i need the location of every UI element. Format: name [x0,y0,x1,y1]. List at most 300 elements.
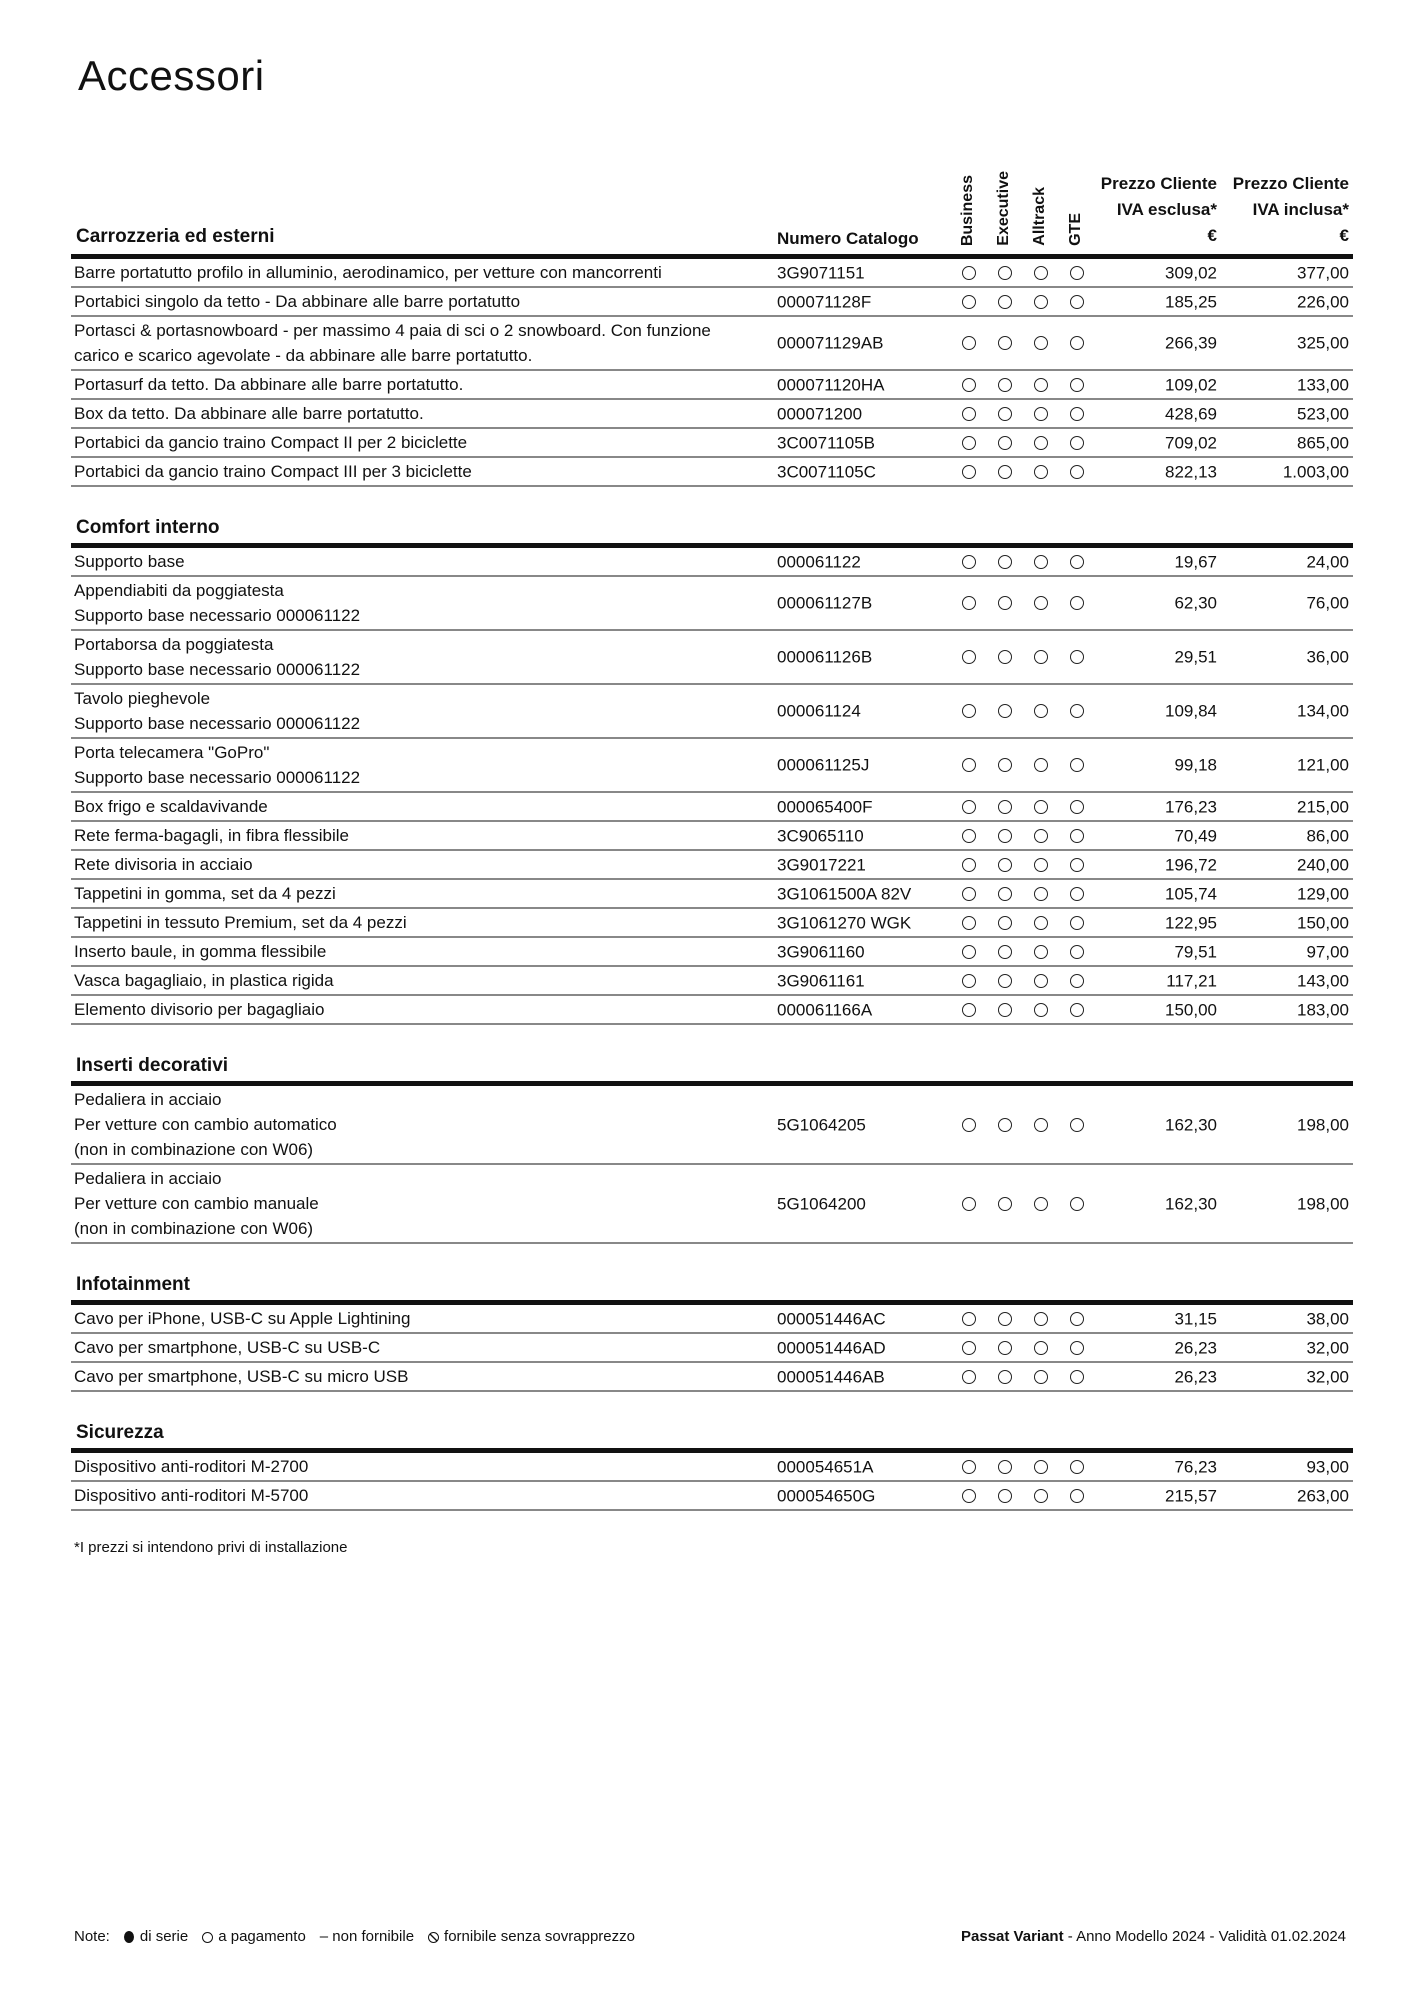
section-title: Infotainment [76,1274,190,1295]
description-line: Portabici da gancio traino Compact II per 2 biciclette [74,433,468,452]
table-row [71,259,1353,288]
optional-circle-icon [962,916,976,930]
catalog-number: 000071129AB [777,333,884,353]
version-header: Business [959,174,976,246]
price-excl-vat: 122,95 [1165,913,1217,932]
item-description [71,939,754,964]
section-header [71,505,1353,548]
price-excl-vat: 105,74 [1165,884,1217,903]
price-incl-vat: 263,00 [1297,1486,1349,1505]
section-title: Comfort interno [76,517,220,538]
description-line: Inserto baule, in gomma flessibile [74,942,327,961]
optional-circle-icon [962,704,976,718]
optional-circle-icon [1034,436,1048,450]
price-incl-vat: 24,00 [1306,552,1349,571]
optional-circle-icon [1070,829,1084,843]
optional-circle-icon [1034,407,1048,421]
optional-circle-icon [1034,1312,1048,1326]
optional-circle-icon [962,1460,976,1474]
legend-label: Note: [74,1928,110,1945]
optional-circle-icon [1034,704,1048,718]
description-line: Portaborsa da poggiatesta [74,635,274,654]
description-line: Tappetini in gomma, set da 4 pezzi [74,884,336,903]
optional-circle-icon [1034,858,1048,872]
filled-dot-icon [124,1931,134,1943]
optional-circle-icon [1034,1003,1048,1017]
legend-free-label: fornibile senza sovrapprezzo [444,1928,635,1945]
optional-circle-icon [962,758,976,772]
catalog-number: 3C0071105B [777,433,875,452]
description-line: Vasca bagagliaio, in plastica rigida [74,971,334,990]
optional-circle-icon [962,1370,976,1384]
catalog-header: Numero Catalogo [777,229,919,248]
optional-circle-icon [1034,1460,1048,1474]
price-incl-vat: 38,00 [1306,1309,1349,1328]
item-description [71,1166,754,1241]
price-excl-vat: 99,18 [1174,755,1217,775]
slashed-circle-icon [428,1932,439,1943]
price-excl-vat: 185,25 [1165,292,1217,311]
catalog-number: 3G1061500A 82V [777,884,912,903]
catalog-number: 5G1064205 [777,1115,866,1134]
optional-circle-icon [998,800,1012,814]
table-row [71,1363,1353,1392]
optional-circle-icon [1070,407,1084,421]
optional-circle-icon [998,266,1012,280]
table-row [71,996,1353,1025]
item-description [71,1364,754,1389]
optional-circle-icon [962,1489,976,1503]
section-title: Inserti decorativi [76,1055,229,1076]
price-incl-header-line: Prezzo Cliente [1232,174,1349,193]
description-line: Supporto base necessario 000061122 [74,768,361,787]
legend [74,1928,635,1945]
legend-optional [202,1928,306,1945]
section-header [71,1043,1353,1086]
description-line: Cavo per iPhone, USB-C su Apple Lightining [74,1309,411,1328]
optional-circle-icon [1034,336,1048,350]
price-excl-vat: 76,23 [1174,1457,1217,1476]
optional-circle-icon [1070,1460,1084,1474]
description-line: Box da tetto. Da abbinare alle barre portatutto. [74,404,424,423]
table-row [71,739,1353,793]
section-header [71,1410,1353,1453]
version-header: GTE [1067,213,1084,246]
catalog-number: 000051446AD [777,1338,886,1357]
optional-circle-icon [1070,974,1084,988]
optional-circle-icon [1070,336,1084,350]
description-line: Portabici da gancio traino Compact III per 3 biciclette [74,462,472,481]
optional-circle-icon [1070,1118,1084,1132]
optional-circle-icon [1070,758,1084,772]
price-excl-header [1101,171,1217,249]
item-description [71,1454,754,1479]
description-line: Tappetini in tessuto Premium, set da 4 pezzi [74,913,407,932]
price-incl-vat: 198,00 [1297,1194,1349,1213]
optional-circle-icon [1034,378,1048,392]
optional-circle-icon [1070,1341,1084,1355]
price-incl-vat: 32,00 [1306,1367,1349,1386]
optional-circle-icon [1070,945,1084,959]
description-line: Per vetture con cambio manuale [74,1194,319,1213]
catalog-number: 000054651A [777,1457,874,1476]
price-incl-vat: 134,00 [1297,701,1349,721]
optional-circle-icon [1034,295,1048,309]
table-row [71,1482,1353,1511]
optional-circle-icon [1070,266,1084,280]
optional-circle-icon [1034,945,1048,959]
item-description [71,997,754,1022]
optional-circle-icon [998,378,1012,392]
optional-circle-icon [962,974,976,988]
legend-free [428,1928,635,1945]
description-line: carico e scarico agevolate - da abbinare alle barre portatutto. [74,346,533,365]
item-description [71,430,754,455]
item-description [71,1306,754,1331]
optional-circle-icon [1070,1197,1084,1211]
description-line: Dispositivo anti-roditori M-2700 [74,1457,309,1476]
price-excl-vat: 26,23 [1174,1367,1217,1386]
description-line: Cavo per smartphone, USB-C su micro USB [74,1367,409,1386]
model-name: Passat Variant [961,1928,1064,1945]
table-row [71,429,1353,458]
item-description [71,852,754,877]
price-excl-vat: 150,00 [1165,1000,1217,1019]
price-incl-vat: 198,00 [1297,1115,1349,1134]
description-line: Appendiabiti da poggiatesta [74,581,284,600]
section-title: Carrozzeria ed esterni [76,226,275,247]
optional-circle-icon [998,436,1012,450]
table-row [71,880,1353,909]
optional-circle-icon [1070,800,1084,814]
model-info: - Anno Modello 2024 - Validità 01.02.2024 [1063,1928,1346,1945]
optional-circle-icon [1034,758,1048,772]
price-excl-vat: 822,13 [1165,462,1217,481]
optional-circle-icon [1070,465,1084,479]
price-incl-header [1233,171,1349,249]
item-description [71,968,754,993]
catalog-number: 000061127B [777,593,873,613]
item-description [71,881,754,906]
item-description [71,1483,754,1508]
price-incl-vat: 133,00 [1297,375,1349,394]
description-line: Portabici singolo da tetto - Da abbinare alle barre portatutto [74,292,521,311]
optional-circle-icon [1070,596,1084,610]
table-row [71,1334,1353,1363]
optional-circle-icon [998,858,1012,872]
optional-circle-icon [1070,555,1084,569]
optional-circle-icon [1070,295,1084,309]
item-description [71,910,754,935]
catalog-number: 3G9061161 [777,971,865,990]
catalog-number: 000071128F [777,292,872,311]
optional-circle-icon [1034,1489,1048,1503]
catalog-number: 000061125J [777,755,870,775]
description-line: Porta telecamera "GoPro" [74,743,270,762]
catalog-number: 000051446AB [777,1367,885,1386]
optional-circle-icon [998,887,1012,901]
description-line: Supporto base necessario 000061122 [74,606,361,625]
optional-circle-icon [1034,1197,1048,1211]
description-line: Tavolo pieghevole [74,689,211,708]
optional-circle-icon [1034,1341,1048,1355]
price-excl-header-line: Prezzo Cliente [1100,174,1217,193]
optional-circle-icon [1070,1003,1084,1017]
optional-circle-icon [1070,1312,1084,1326]
catalog-number: 3G9061160 [777,942,865,961]
optional-circle-icon [1034,596,1048,610]
item-description [71,459,754,484]
price-incl-vat: 150,00 [1297,913,1349,932]
item-description [71,289,754,314]
catalog-number: 000054650G [777,1486,876,1505]
catalog-number: 3C0071105C [777,462,876,481]
optional-circle-icon [962,407,976,421]
price-incl-vat: 97,00 [1306,942,1349,961]
price-excl-header-line: IVA esclusa* [1116,200,1217,219]
optional-circle-icon [1034,465,1048,479]
optional-circle-icon [962,800,976,814]
price-incl-vat: 215,00 [1297,797,1349,816]
page-content [71,160,1353,1556]
price-excl-vat: 109,84 [1165,701,1217,721]
table-row [71,793,1353,822]
price-excl-vat: 31,15 [1174,1309,1217,1328]
legend-na: – non fornibile [319,1928,415,1945]
price-excl-vat: 709,02 [1165,433,1217,452]
optional-circle-icon [998,295,1012,309]
optional-circle-icon [998,829,1012,843]
optional-circle-icon [998,650,1012,664]
description-line: Dispositivo anti-roditori M-5700 [74,1486,309,1505]
optional-circle-icon [962,1312,976,1326]
description-line: (non in combinazione con W06) [74,1140,314,1159]
catalog-number: 000061124 [777,701,861,721]
price-incl-vat: 377,00 [1297,263,1349,282]
catalog-number: 000061126B [777,647,873,667]
optional-circle-icon [962,555,976,569]
optional-circle-icon [998,1312,1012,1326]
price-excl-vat: 215,57 [1165,1486,1217,1505]
price-incl-vat: 36,00 [1306,647,1349,667]
price-incl-vat: 143,00 [1297,971,1349,990]
description-line: Per vetture con cambio automatico [74,1115,337,1134]
description-line: Elemento divisorio per bagagliaio [74,1000,325,1019]
table-row [71,1086,1353,1165]
optional-circle-icon [962,465,976,479]
price-incl-vat: 76,00 [1306,593,1349,613]
price-incl-vat: 325,00 [1297,333,1349,353]
optional-circle-icon [962,378,976,392]
table-row [71,458,1353,487]
price-excl-vat: 428,69 [1165,404,1217,423]
optional-circle-icon [998,336,1012,350]
table-header [71,160,1353,259]
description-line: Portasci & portasnowboard - per massimo 4 paia di sci o 2 snowboard. Con funzione [74,321,711,340]
item-description [71,578,754,628]
price-incl-vat: 523,00 [1297,404,1349,423]
legend-standard-label: di serie [139,1928,189,1945]
optional-circle-icon [1070,704,1084,718]
optional-circle-icon [1070,887,1084,901]
optional-circle-icon [998,758,1012,772]
footnote: *I prezzi si intendono privi di installazione [74,1539,348,1556]
table-row [71,1453,1353,1482]
section-title: Sicurezza [76,1422,164,1443]
optional-circle-icon [1070,650,1084,664]
table-row [71,685,1353,739]
optional-circle-icon [962,887,976,901]
optional-circle-icon [998,465,1012,479]
description-line: Barre portatutto profilo in alluminio, aerodinamico, per vetture con mancorrenti [74,263,662,282]
price-excl-vat: 29,51 [1174,647,1217,667]
price-incl-vat: 240,00 [1297,855,1349,874]
optional-circle-icon [962,858,976,872]
price-excl-vat: 19,67 [1174,552,1217,571]
optional-circle-icon [998,945,1012,959]
item-description [71,260,754,285]
optional-circle-icon [1034,1118,1048,1132]
optional-circle-icon [962,436,976,450]
price-excl-vat: 70,49 [1174,826,1217,845]
price-incl-vat: 226,00 [1297,292,1349,311]
optional-circle-icon [962,1003,976,1017]
description-line: Cavo per smartphone, USB-C su USB-C [74,1338,381,1357]
optional-circle-icon [1034,266,1048,280]
price-excl-vat: 62,30 [1174,593,1217,613]
item-description [71,686,754,736]
optional-circle-icon [998,555,1012,569]
catalog-number: 3G1061270 WGK [777,913,912,932]
optional-circle-icon [1034,650,1048,664]
price-excl-vat: 162,30 [1165,1115,1217,1134]
table-row [71,371,1353,400]
optional-circle-icon [1034,555,1048,569]
section-header [71,1262,1353,1305]
table-row [71,288,1353,317]
price-incl-vat: 121,00 [1297,755,1349,775]
optional-circle-icon [998,916,1012,930]
optional-circle-icon [962,1341,976,1355]
table-row [71,1305,1353,1334]
item-description [71,1335,754,1360]
optional-circle-icon [1034,887,1048,901]
table-row [71,317,1353,371]
price-incl-header-line: IVA inclusa* [1252,200,1349,219]
optional-circle-icon [998,704,1012,718]
optional-circle-icon [1070,1370,1084,1384]
catalog-number: 000061122 [777,552,861,571]
item-description [71,794,754,819]
open-circle-icon [202,1932,213,1943]
price-excl-vat: 309,02 [1165,263,1217,282]
price-incl-vat: 1.003,00 [1282,462,1349,481]
legend-optional-label: a pagamento [218,1928,306,1945]
catalog-number: 3G9071151 [777,263,865,282]
optional-circle-icon [998,1197,1012,1211]
price-excl-vat: 162,30 [1165,1194,1217,1213]
table-row [71,631,1353,685]
optional-circle-icon [998,1370,1012,1384]
table-row [71,909,1353,938]
description-line: Pedaliera in acciaio [74,1169,222,1188]
optional-circle-icon [1034,800,1048,814]
catalog-number: 000065400F [777,797,873,816]
optional-circle-icon [998,1341,1012,1355]
version-header: Alltrack [1031,187,1048,246]
optional-circle-icon [962,266,976,280]
description-line: Rete ferma-bagagli, in fibra flessibile [74,826,349,845]
price-excl-vat: 196,72 [1165,855,1217,874]
catalog-number: 3C9065110 [777,826,864,845]
optional-circle-icon [998,1003,1012,1017]
item-description [71,1087,754,1162]
optional-circle-icon [998,1489,1012,1503]
optional-circle-icon [1034,829,1048,843]
optional-circle-icon [1034,916,1048,930]
catalog-number: 000071200 [777,404,863,423]
optional-circle-icon [1070,858,1084,872]
optional-circle-icon [962,829,976,843]
table-row [71,938,1353,967]
table-row [71,822,1353,851]
description-line: Rete divisoria in acciaio [74,855,253,874]
table-row [71,967,1353,996]
item-description [71,823,754,848]
price-incl-vat: 32,00 [1306,1338,1349,1357]
optional-circle-icon [998,974,1012,988]
item-description [71,632,754,682]
optional-circle-icon [962,1118,976,1132]
description-line: Supporto base necessario 000061122 [74,660,361,679]
optional-circle-icon [962,650,976,664]
price-incl-vat: 129,00 [1297,884,1349,903]
page-title: Accessori [78,52,265,99]
price-excl-vat: 117,21 [1166,971,1217,990]
price-incl-vat: 865,00 [1297,433,1349,452]
price-excl-vat: 266,39 [1165,333,1217,353]
table-row [71,577,1353,631]
table-row [71,1165,1353,1244]
optional-circle-icon [1070,436,1084,450]
optional-circle-icon [962,336,976,350]
legend-standard [124,1928,188,1945]
price-excl-header-line: € [1207,226,1217,245]
optional-circle-icon [998,596,1012,610]
table-row [71,548,1353,577]
item-description [71,372,754,397]
catalog-number: 000061166A [777,1000,873,1019]
optional-circle-icon [1070,916,1084,930]
optional-circle-icon [962,596,976,610]
footer-brand [961,1928,1346,1945]
optional-circle-icon [998,407,1012,421]
price-incl-vat: 93,00 [1306,1457,1349,1476]
optional-circle-icon [1034,1370,1048,1384]
price-incl-vat: 86,00 [1306,826,1349,845]
optional-circle-icon [1034,974,1048,988]
optional-circle-icon [962,1197,976,1211]
optional-circle-icon [998,1460,1012,1474]
description-line: Box frigo e scaldavivande [74,797,268,816]
catalog-number: 3G9017221 [777,855,866,874]
price-excl-vat: 26,23 [1174,1338,1217,1357]
item-description [71,740,754,790]
optional-circle-icon [1070,378,1084,392]
optional-circle-icon [1070,1489,1084,1503]
item-description [71,318,754,368]
optional-circle-icon [998,1118,1012,1132]
